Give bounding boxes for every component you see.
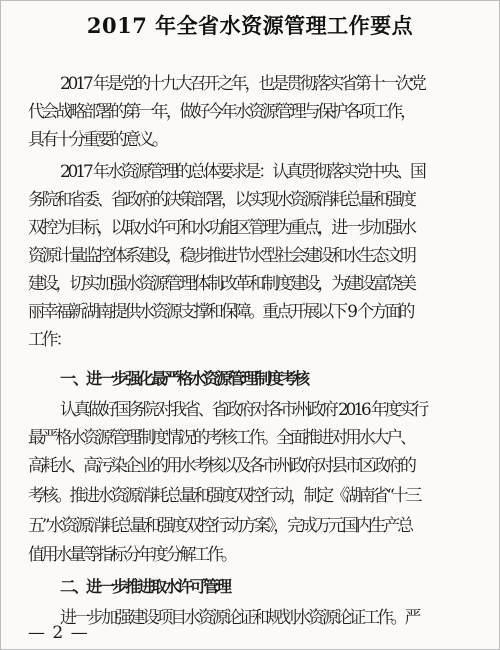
paragraph-line: 考核。推进水资源消耗总量和强度双控行动，制定《湖南省“十三 [28,485,420,505]
paragraph-line: 认真做好国务院对我省、省政府对各市州政府 2016 年度实行 [60,399,427,419]
paragraph-line: 建设，切实加强水资源管理体制改革和制度建设，为建设富饶美 [28,273,414,293]
paragraph-line: 最严格水资源管理制度情况的考核工作。全面推进对用水大户、 [28,427,414,447]
paragraph-line: 双控为目标，以取水许可和水功能区管理为重点，进一步加强水 [28,217,414,237]
paragraph-line: 务院和省委、省政府的决策部署，以实现水资源消耗总量和强度 [28,189,414,209]
section-heading: 二、进一步推进取水许可管理 [60,577,230,596]
section-heading: 一、进一步强化最严格水资源管理制度考核 [60,369,308,388]
paragraph-line: 值用水量等指标分年度分解工作。 [28,544,235,564]
paragraph-line: 具有十分重要的意义。 [28,129,166,149]
paragraph-line: 进一步加强建设项目水资源论证和规划水资源论证工作。严 [60,607,419,627]
paragraph-line: 代会战略部署的第一年，做好今年水资源管理与保护各项工作， [28,101,414,121]
page-number: — 2 — [28,623,89,643]
paragraph-line: 工作： [28,329,70,349]
paragraph-line: 五”水资源消耗总量和强度双控行动方案》，完成万元国内生产总 [28,515,412,535]
document-title: 2017 年全省水资源管理工作要点 [86,13,414,38]
paragraph-line: 丽幸福新湖南提供水资源支撑和保障。重点开展以下 9 个方面的 [28,301,413,321]
paragraph-line: 2017 年水资源管理的总体要求是：认真贯彻落实党中央、国 [60,161,424,181]
paragraph-line: 2017 年是党的十九大召开之年，也是贯彻落实省第十一次党 [60,73,424,93]
paragraph-line: 资源计量监控体系建设，稳步推进节水型社会建设和水生态文明 [28,245,414,265]
paragraph-line: 高耗水、高污染企业的用水考核以及各市州政府对县市区政府的 [28,455,414,475]
